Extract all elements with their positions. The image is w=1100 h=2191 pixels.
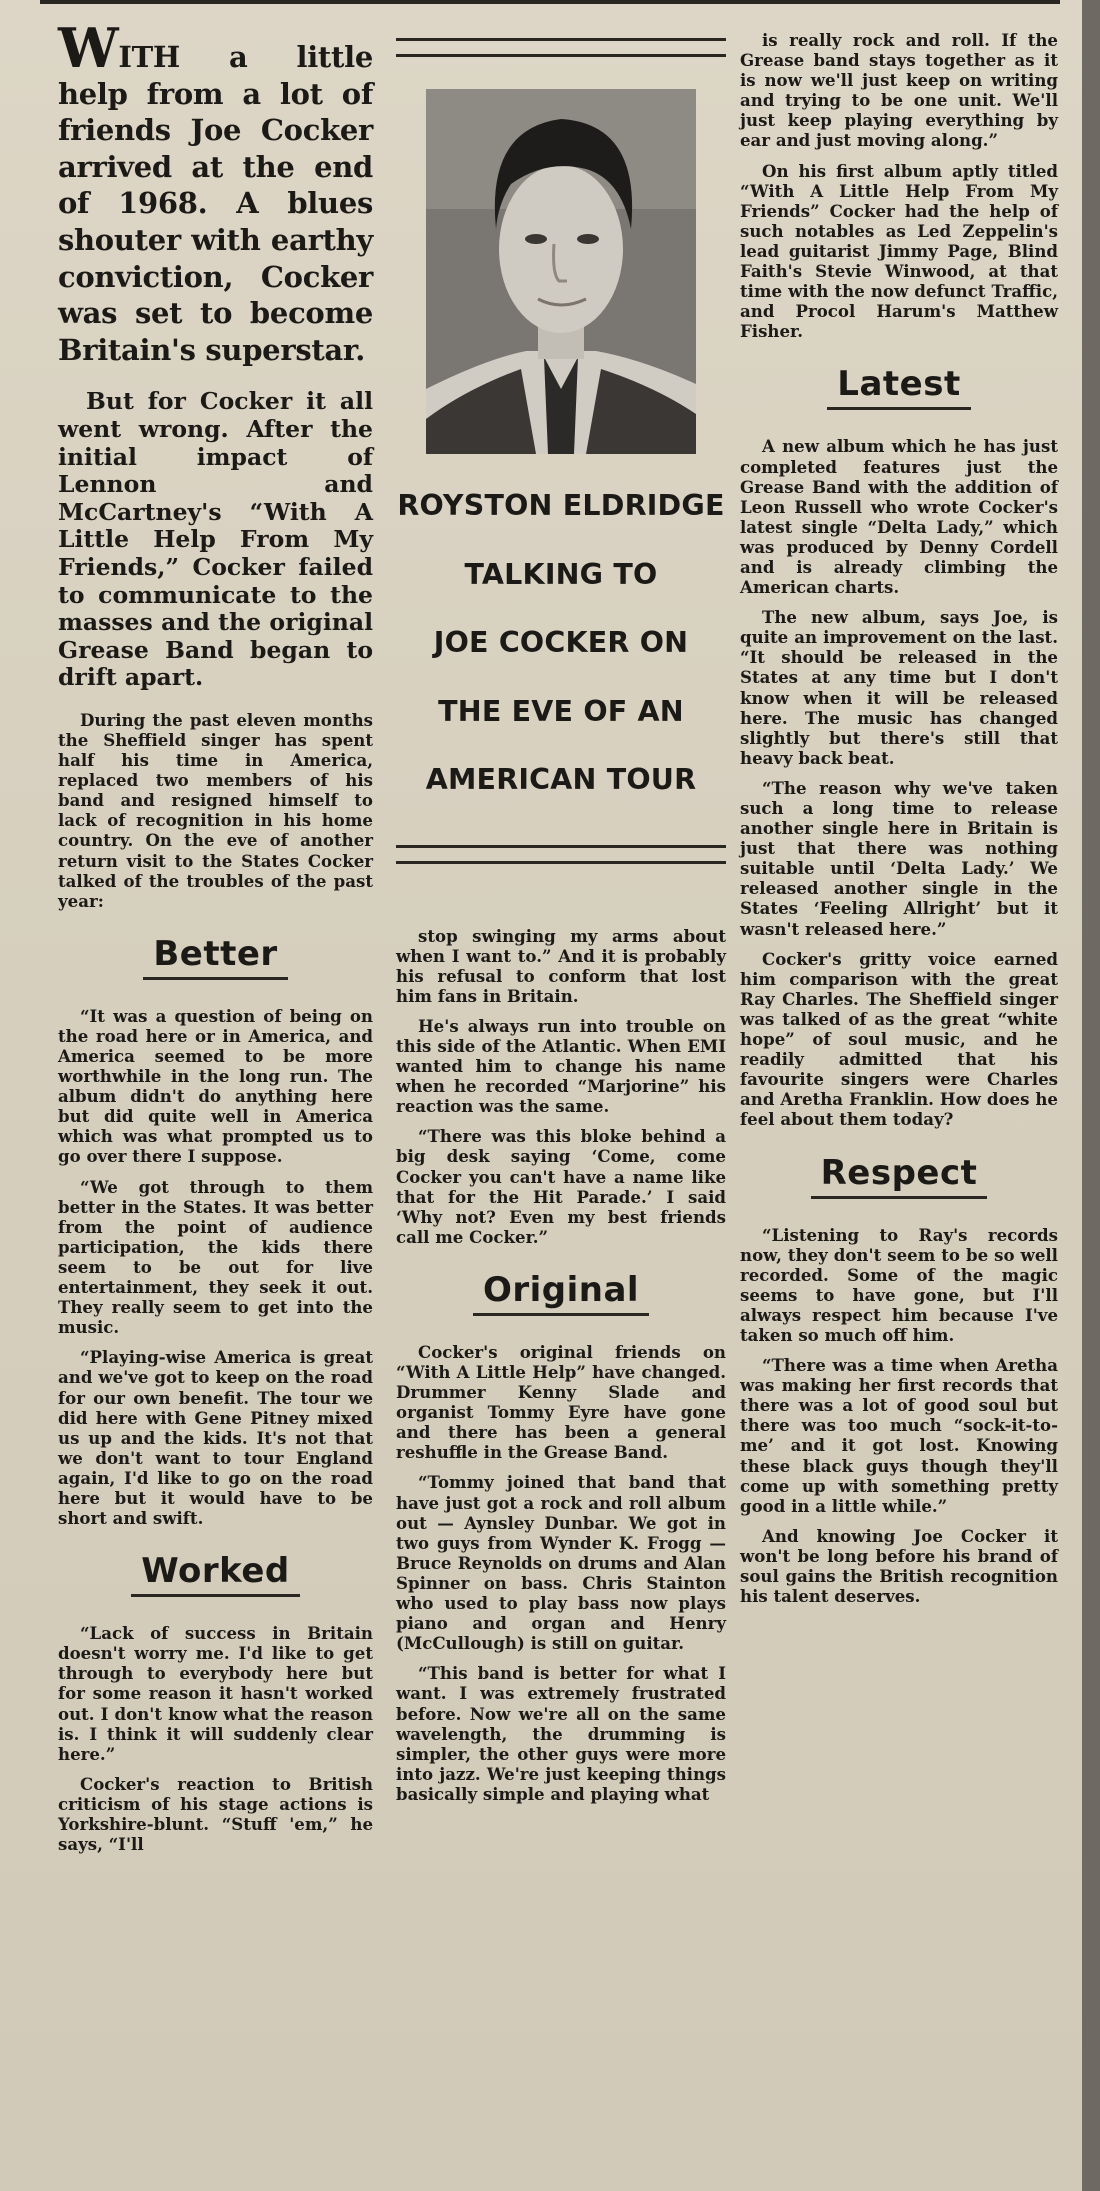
body-paragraph: The new album, says Joe, is quite an improvement on the last. “It should be released in the States at any time but I don't know when it will be released here. The music has changed slightly but there's still that heavy back beat. <box>740 607 1058 768</box>
byline-line: JOE COCKER ON <box>433 626 689 659</box>
portrait-illustration <box>426 89 696 454</box>
portrait-photo <box>426 89 696 454</box>
byline-line: AMERICAN TOUR <box>425 763 697 796</box>
body-paragraph: On his first album aptly titled “With A Little Help From My Friends” Cocker had the help of such notables as Led Zeppelin's lead guitarist Jimmy Page, Blind Faith's Stevie Winwood, at that time with the now defunct Traffic, and Procol Harum's Matthew Fisher. <box>740 160 1058 342</box>
body-paragraph: is really rock and roll. If the Grease band stays together as it is now we'll just keep on writing and trying to be one unit. We'll just keep playing everything by ear and just moving along.” <box>740 30 1058 151</box>
body-paragraph: “The reason why we've taken such a long time to release another single here in Britain is just that there was nothing suitable until ‘Delta Lady.’ We released another single in the States ‘Feeling Allright’ but it wasn't released here.” <box>740 777 1058 939</box>
body-paragraph: Cocker's gritty voice earned him comparison with the great Ray Charles. The Sheffield singer was talked of as the great “white hope” of soul music, and he readily admitted that his favourite singers were Charles and Aretha Franklin. How does he feel about them today? <box>740 948 1058 1130</box>
byline-line: ROYSTON ELDRIDGE <box>397 489 725 522</box>
byline-block <box>396 472 726 815</box>
subhead-better: Better <box>58 935 373 980</box>
page-edge-shadow <box>1082 0 1100 2191</box>
body-paragraph: “There was this bloke behind a big desk saying ‘Come, come Cocker you can't have a name like that for the Hit Parade.’ I said ‘Why not? Even my best friends call me Cocker.” <box>396 1126 726 1247</box>
column-left <box>58 16 373 1855</box>
body-paragraph: During the past eleven months the Sheffield singer has spent half his time in America, replaced two members of his band and resigned himself to lack of recognition in his home country. On the eve of another return visit to the States Cocker talked of the troubles of the past year: <box>58 709 373 911</box>
subhead-worked: Worked <box>58 1552 373 1597</box>
subhead-respect: Respect <box>740 1154 1058 1199</box>
subhead-original: Original <box>396 1271 726 1316</box>
body-paragraph: “Tommy joined that band that have just got a rock and roll album out — Aynsley Dunbar. We got in two guys from Wynder K. Frogg — Bruce Reynolds on drums and Alan Spinner on bass. Chris Stainton who used to play bass now plays piano and organ and Henry (McCullough) is still on guitar. <box>396 1472 726 1654</box>
body-paragraph: “Lack of success in Britain doesn't worry me. I'd like to get through to everybody here but for some reason it hasn't worked out. I don't know what the reason is. I think it will suddenly clear here.” <box>58 1623 373 1764</box>
byline-line: THE EVE OF AN <box>438 694 684 728</box>
column-right <box>740 30 1058 1606</box>
body-paragraph: “Listening to Ray's records now, they don't seem to be so well recorded. Some of the magic seems to have gone, but I'll always respect him because I've taken so much off him. <box>740 1224 1058 1345</box>
body-paragraph: “This band is better for what I want. I was extremely frustrated before. Now we're all on the same wavelength, the drumming is simpler, the other guys were more into jazz. We're just keeping things basically simple and playing what <box>396 1663 726 1804</box>
top-double-rule <box>396 38 726 57</box>
byline-line: TALKING TO <box>464 557 658 591</box>
body-paragraph: A new album which he has just completed features just the Grease Band with the addition of Leon Russell who wrote Cocker's latest single “Delta Lady,” which was produced by Denny Cordell and is already climbing the American charts. <box>740 436 1058 598</box>
body-paragraph: “There was a time when Aretha was making her first records that there was a lot of good soul but there was too much “sock-it-to-me’ and it got lost. Knowing these black guys though they'll come up with something pretty good in a little while.” <box>740 1355 1058 1516</box>
bottom-double-rule <box>396 845 726 864</box>
intro-paragraph: But for Cocker it all went wrong. After the initial impact of Lennon and McCartney's “With A Little Help From My Friends,” Cocker failed to communicate to the masses and the original Grease Band began to drift apart. <box>58 387 373 692</box>
body-paragraph: “Playing-wise America is great and we've got to keep on the road for our own benefit. The tour we did here with Gene Pitney mixed us up and the kids. It's not that we don't want to tour England again, I'd like to go on the road here but it would have to be short and swift. <box>58 1347 373 1529</box>
body-paragraph: “We got through to them better in the States. It was better from the point of audience participation, the kids there seem to be out for live entertainment, they seek it out. They really seem to get into the music. <box>58 1176 373 1338</box>
lede-paragraph: WITH a little help from a lot of friends Joe Cocker arrived at the end of 1968. A blues shouter with earthy conviction, Cocker was set to become Britain's superstar. <box>58 16 373 367</box>
body-paragraph: Cocker's original friends on “With A Little Help” have changed. Drummer Kenny Slade and organist Tommy Eyre have gone and there has been a general reshuffle in the Grease Band. <box>396 1341 726 1463</box>
body-paragraph: Cocker's reaction to British criticism of his stage actions is Yorkshire-blunt. “Stuff 'em,” he says, “I'll <box>58 1773 373 1855</box>
body-paragraph: He's always run into trouble on this side of the Atlantic. When EMI wanted him to change his name when he recorded “Marjorine” his reaction was the same. <box>396 1015 726 1117</box>
subhead-latest: Latest <box>740 365 1058 410</box>
body-paragraph: And knowing Joe Cocker it won't be long before his brand of soul gains the British recognition his talent deserves. <box>740 1525 1058 1607</box>
body-paragraph: stop swinging my arms about when I want to.” And it is probably his refusal to conform that lost him fans in Britain. <box>396 925 726 1006</box>
top-rule <box>40 0 1060 4</box>
drop-cap: W <box>58 16 119 80</box>
column-middle <box>396 30 726 1804</box>
body-paragraph: “It was a question of being on the road here or in America, and America seemed to be more worthwhile in the long run. The album didn't do anything here but did quite well in America which was what prompted us to go over there I suppose. <box>58 1005 373 1167</box>
